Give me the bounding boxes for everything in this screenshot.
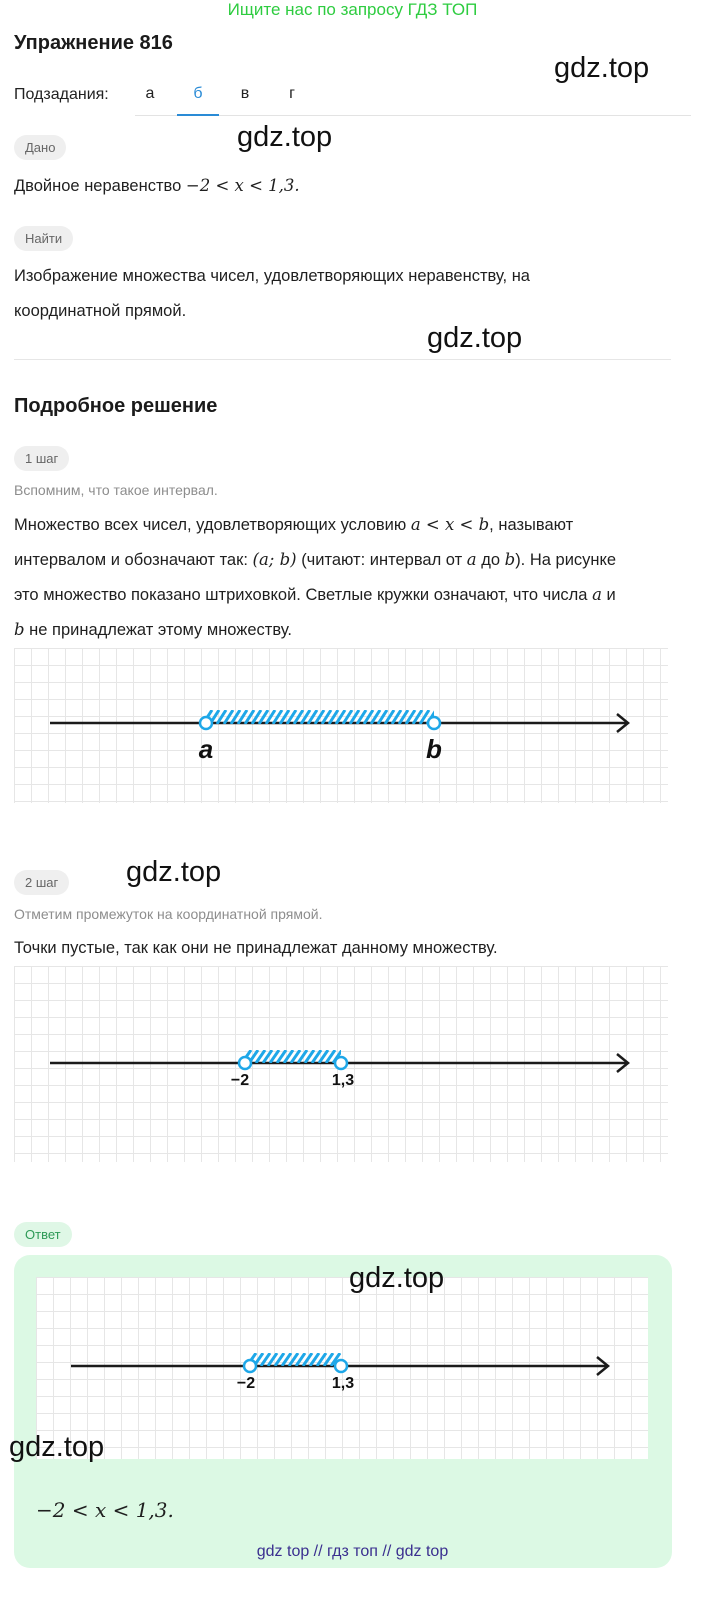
text-fragment: и <box>606 586 616 604</box>
step1-line-2 <box>14 542 694 578</box>
page-title: Упражнение 816 <box>14 32 173 54</box>
math-inline: b <box>14 620 25 639</box>
answer-box <box>14 1255 672 1568</box>
footer-links[interactable]: gdz top // гдз топ // gdz top <box>256 1543 449 1560</box>
promo-banner[interactable]: Ищите нас по запросу ГДЗ ТОП <box>227 0 478 19</box>
number-line-figure-step2 <box>14 966 668 1162</box>
number-line-svg <box>14 966 668 1162</box>
step2-hint: Отметим промежуток на координатной прямой. <box>14 906 323 922</box>
text-fragment: интервалом и обозначают так: <box>14 551 248 569</box>
answer-badge: Ответ <box>14 1222 72 1247</box>
step1-line-3 <box>14 577 704 613</box>
math-inline: a <box>466 550 477 569</box>
watermark: gdz.top <box>9 1431 105 1463</box>
open-point-1-3 <box>335 1360 347 1372</box>
label-1-3: 1,3 <box>331 1375 355 1392</box>
math-inline: a <box>592 585 602 604</box>
text-fragment: до <box>481 551 501 569</box>
open-point-a <box>200 717 212 729</box>
label-minus-2: −2 <box>236 1375 256 1392</box>
tab-g[interactable]: г <box>289 85 295 102</box>
tab-b[interactable]: б <box>177 78 219 116</box>
label-a: a <box>198 734 214 764</box>
text-fragment: (читают: интервал от <box>301 551 463 569</box>
subtask-tabs <box>135 78 691 116</box>
step1-hint: Вспомним, что такое интервал. <box>14 482 218 498</box>
text-fragment: Множество всех чисел, удовлетворяющих условию <box>14 516 407 534</box>
watermark: gdz.top <box>126 856 222 888</box>
math-inline: a < x < b <box>410 515 490 534</box>
given-badge: Дано <box>14 135 66 160</box>
step1-badge: 1 шаг <box>14 446 69 471</box>
divider <box>14 359 671 360</box>
label-b: b <box>426 734 442 764</box>
open-point-minus-2 <box>239 1057 251 1069</box>
text-fragment: ). На рисунке <box>515 551 617 569</box>
subtasks-label: Подзадания: <box>14 86 109 103</box>
number-line-figure-answer <box>36 1277 648 1459</box>
text-fragment: не принадлежат этому множеству. <box>29 621 292 639</box>
given-label: Двойное неравенство <box>14 177 182 195</box>
label-1-3: 1,3 <box>331 1072 355 1089</box>
watermark: gdz.top <box>237 121 333 153</box>
find-line-1: Изображение множества чисел, удовлетворяющих неравенству, на <box>14 267 530 285</box>
number-line-svg <box>14 648 668 803</box>
math-inline: (a; b) <box>252 550 297 569</box>
hatch-stroke <box>347 1050 356 1063</box>
label-minus-2: −2 <box>230 1072 250 1089</box>
open-point-1-3 <box>335 1057 347 1069</box>
watermark: gdz.top <box>427 322 523 354</box>
step2-text: Точки пустые, так как они не принадлежат данному множеству. <box>14 939 498 957</box>
find-line-2: координатной прямой. <box>14 302 187 320</box>
tab-v[interactable]: в <box>240 85 250 102</box>
step2-badge: 2 шаг <box>14 870 69 895</box>
tab-a[interactable]: а <box>145 85 155 102</box>
given-inequality: −2 < x < 1,3. <box>185 176 300 195</box>
given-text <box>14 168 300 204</box>
solution-title: Подробное решение <box>14 395 218 417</box>
number-line-svg <box>36 1277 648 1459</box>
watermark: gdz.top <box>349 1262 445 1294</box>
step1-line-4 <box>14 612 292 648</box>
text-fragment: , называют <box>489 516 574 534</box>
number-line-figure-interval <box>14 648 668 803</box>
find-badge: Найти <box>14 226 73 251</box>
open-point-minus-2 <box>244 1360 256 1372</box>
answer-inequality: −2 < x < 1,3. <box>36 1498 174 1522</box>
step1-line-1 <box>14 507 694 543</box>
math-inline: b <box>504 550 516 569</box>
watermark: gdz.top <box>554 52 650 84</box>
text-fragment: это множество показано штриховкой. Светлые кружки означают, что числа <box>14 586 588 604</box>
open-point-b <box>428 717 440 729</box>
